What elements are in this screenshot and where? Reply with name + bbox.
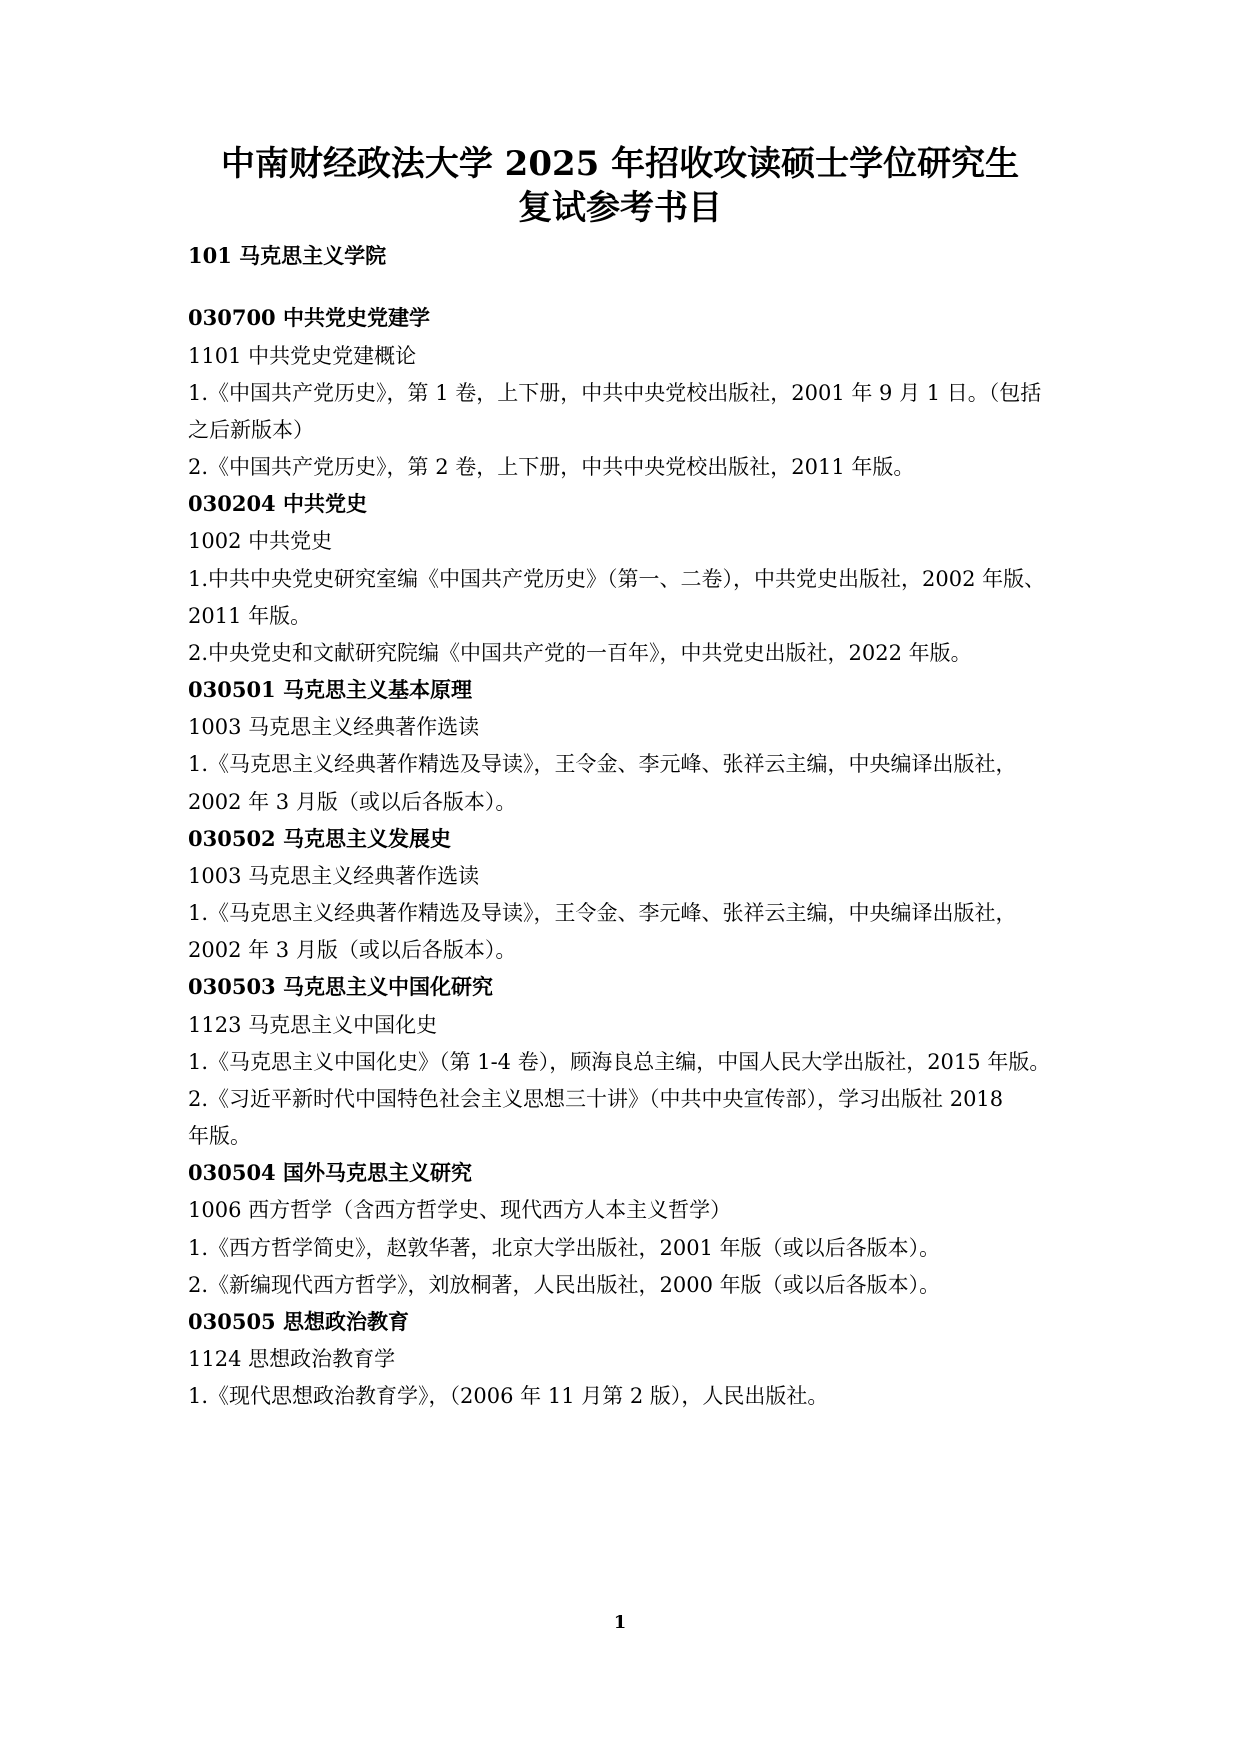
course-title: 1003 马克思主义经典著作选读 <box>188 715 480 739</box>
reference-entry: 1.《西方哲学简史》，赵敦华著，北京大学出版社，2001 年版（或以后各版本）。 <box>188 1236 941 1260</box>
reference-entry: 1.《现代思想政治教育学》，（2006 年 11 月第 2 版），人民出版社。 <box>188 1384 829 1408</box>
document-title-line-1: 中南财经政法大学 2025 年招收攻读硕士学位研究生 <box>220 144 1020 184</box>
reference-entry: 之后新版本） <box>188 418 314 442</box>
page-number: 1 <box>613 1612 627 1633</box>
program-heading: 030204 中共党史 <box>188 491 367 516</box>
reference-entry: 2011 年版。 <box>188 604 312 628</box>
college-heading: 101 马克思主义学院 <box>188 243 387 268</box>
program-heading: 030504 国外马克思主义研究 <box>188 1160 472 1185</box>
program-heading: 030700 中共党史党建学 <box>188 305 430 330</box>
course-title: 1101 中共党史党建概论 <box>188 344 417 368</box>
reference-entry: 2002 年 3 月版（或以后各版本）。 <box>188 790 517 814</box>
course-title: 1124 思想政治教育学 <box>188 1347 396 1371</box>
program-heading: 030502 马克思主义发展史 <box>188 826 451 851</box>
reference-entry: 2.中央党史和文献研究院编《中国共产党的一百年》，中共党史出版社，2022 年版。 <box>188 641 972 665</box>
reference-entry: 2.《习近平新时代中国特色社会主义思想三十讲》（中共中央宣传部），学习出版社 2018 <box>188 1087 1004 1111</box>
program-heading: 030505 思想政治教育 <box>188 1309 409 1334</box>
course-title: 1006 西方哲学（含西方哲学史、现代西方人本主义哲学） <box>188 1198 732 1222</box>
reference-entry: 1.《马克思主义经典著作精选及导读》，王令金、李元峰、张祥云主编，中央编译出版社， <box>188 752 1017 776</box>
reference-entry: 年版。 <box>188 1124 251 1148</box>
document-title-line-2: 复试参考书目 <box>518 188 722 228</box>
reference-entry: 2.《中国共产党历史》，第 2 卷，上下册，中共中央党校出版社，2011 年版。 <box>188 455 915 479</box>
course-title: 1002 中共党史 <box>188 529 333 553</box>
course-title: 1123 马克思主义中国化史 <box>188 1013 438 1037</box>
reference-entry: 2.《新编现代西方哲学》，刘放桐著，人民出版社，2000 年版（或以后各版本）。 <box>188 1273 941 1297</box>
reference-entry: 1.中共中央党史研究室编《中国共产党历史》（第一、二卷），中共党史出版社，2002 年版、 <box>188 567 1046 591</box>
reference-entry: 1.《马克思主义中国化史》（第 1-4 卷），顾海良总主编，中国人民大学出版社，2015 年版。 <box>188 1050 1051 1074</box>
course-title: 1003 马克思主义经典著作选读 <box>188 864 480 888</box>
reference-entry: 2002 年 3 月版（或以后各版本）。 <box>188 938 517 962</box>
program-heading: 030501 马克思主义基本原理 <box>188 677 472 702</box>
reference-entry: 1.《马克思主义经典著作精选及导读》，王令金、李元峰、张祥云主编，中央编译出版社， <box>188 901 1017 925</box>
program-heading: 030503 马克思主义中国化研究 <box>188 974 493 999</box>
reference-entry: 1.《中国共产党历史》，第 1 卷，上下册，中共中央党校出版社，2001 年 9 月 1 日。（包括 <box>188 381 1042 405</box>
